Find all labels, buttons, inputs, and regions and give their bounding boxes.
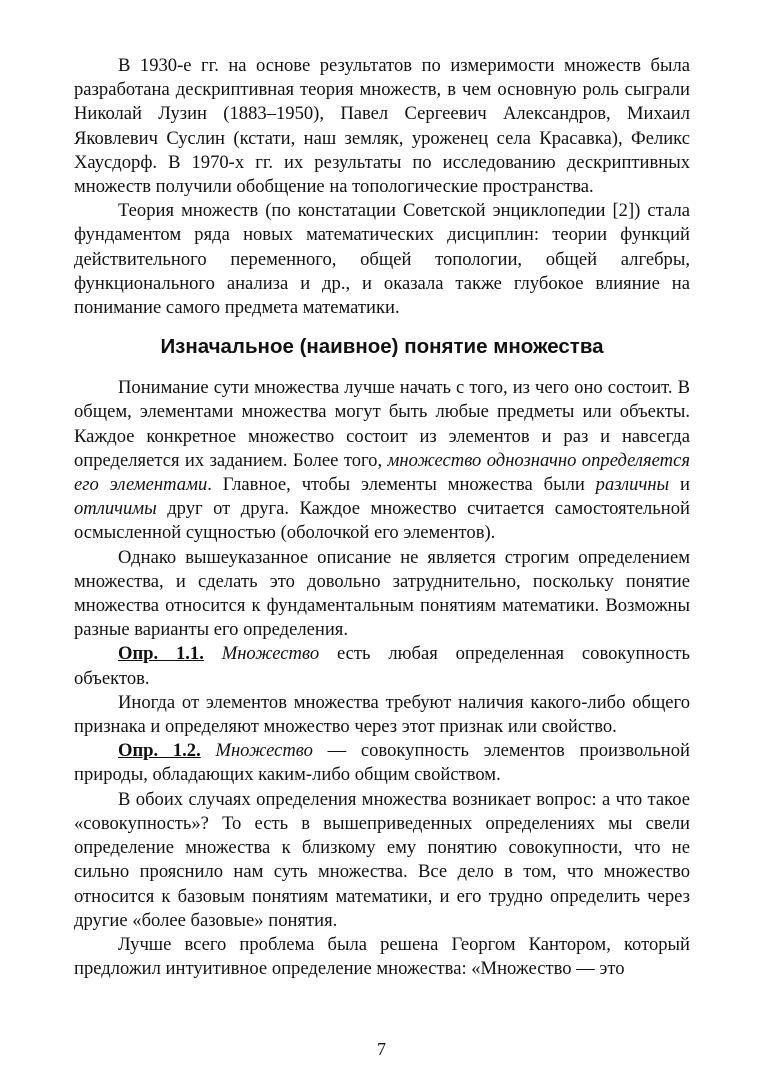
text-run: . Главное, чтобы элементы множества были [207, 474, 596, 496]
text-run: друг от друга. Каждое множество считается самостоятельной осмысленной сущностью (оболочкой его элементов). [74, 498, 690, 544]
definition-1-1 [74, 642, 690, 690]
definition-1-2 [74, 739, 690, 787]
page-number: 7 [377, 1039, 386, 1059]
paragraph-descriptive-set-theory: В 1930-е гг. на основе результатов по измеримости множеств была разработана дескриптивная теория множеств, в чем основную роль сыграли Николай Лузин (1883–1950), Павел Сергеевич Александров, Михаил Яковлевич Суслин (кстати, наш земляк, уроженец села Красавка), Феликс Хаусдорф. В 1970-х гг. их результаты по исследованию дескриптивных множеств получили обобщение на топологические пространства. [74, 55, 690, 198]
section-heading: Изначальное (наивное) понятие множества [160, 335, 604, 359]
page-body [74, 54, 690, 981]
emphasis-distinguishable: отличимы [74, 498, 157, 520]
text-run: и [669, 474, 690, 496]
definition-term: Множество [221, 643, 320, 665]
paragraph-set-essence [74, 376, 690, 545]
paragraph-set-theory-foundation: Теория множеств (по констатации Советской энциклопедии [2]) стала фундаментом ряда новых математических дисциплин: теории функций действительного переменного, общей топологии, общей алгебры, функционального анализа и др., и оказала также глубокое влияние на понимание самого предмета математики. [74, 200, 690, 319]
paragraph-not-strict-definition: Однако вышеуказанное описание не является строгим определением множества, и сделать это довольно затруднительно, поскольку понятие множества относится к фундаментальным понятиям математики. Возможны разные варианты его определения. [74, 546, 690, 641]
definition-text: — совокупность элементов произвольной природы, обладающих каким-либо общим свойством. [74, 740, 690, 786]
definition-term: Множество [215, 740, 313, 762]
paragraph-totality-question: В обоих случаях определения множества возникает вопрос: а что такое «совокупность»? То есть в вышеприведенных определениях мы свели определение множества к близкому ему понятию совокупности, что не сильно прояснило нам суть множества. Все дело в том, что множество относится к базовым понятиям математики, и его трудно определить через другие «более базовые» понятия. [74, 788, 690, 931]
paragraph-cantor: Лучше всего проблема была решена Георгом Кантором, который предложил интуитивное определение множества: «Множество — это [74, 933, 690, 980]
definition-text: есть любая определенная совокупность объектов. [74, 643, 690, 689]
emphasis-distinct: различны [595, 474, 670, 496]
text-run: Понимание сути множества лучше начать с того, из чего оно состоит. В общем, элементами множества могут быть любые предметы или объекты. Каждое конкретное множество состоит из элементов и раз и навсегда определяется их заданием. Более того, [74, 377, 690, 471]
emphasis-defined-by-elements: множество однозначно определяется его элементами [74, 449, 690, 496]
definition-label: Опр. 1.2. [118, 740, 201, 762]
paragraph-common-property: Иногда от элементов множества требуют наличия какого-либо общего признака и определяют множество через этот признак или свойство. [74, 691, 690, 738]
definition-label: Опр. 1.1. [118, 643, 204, 665]
